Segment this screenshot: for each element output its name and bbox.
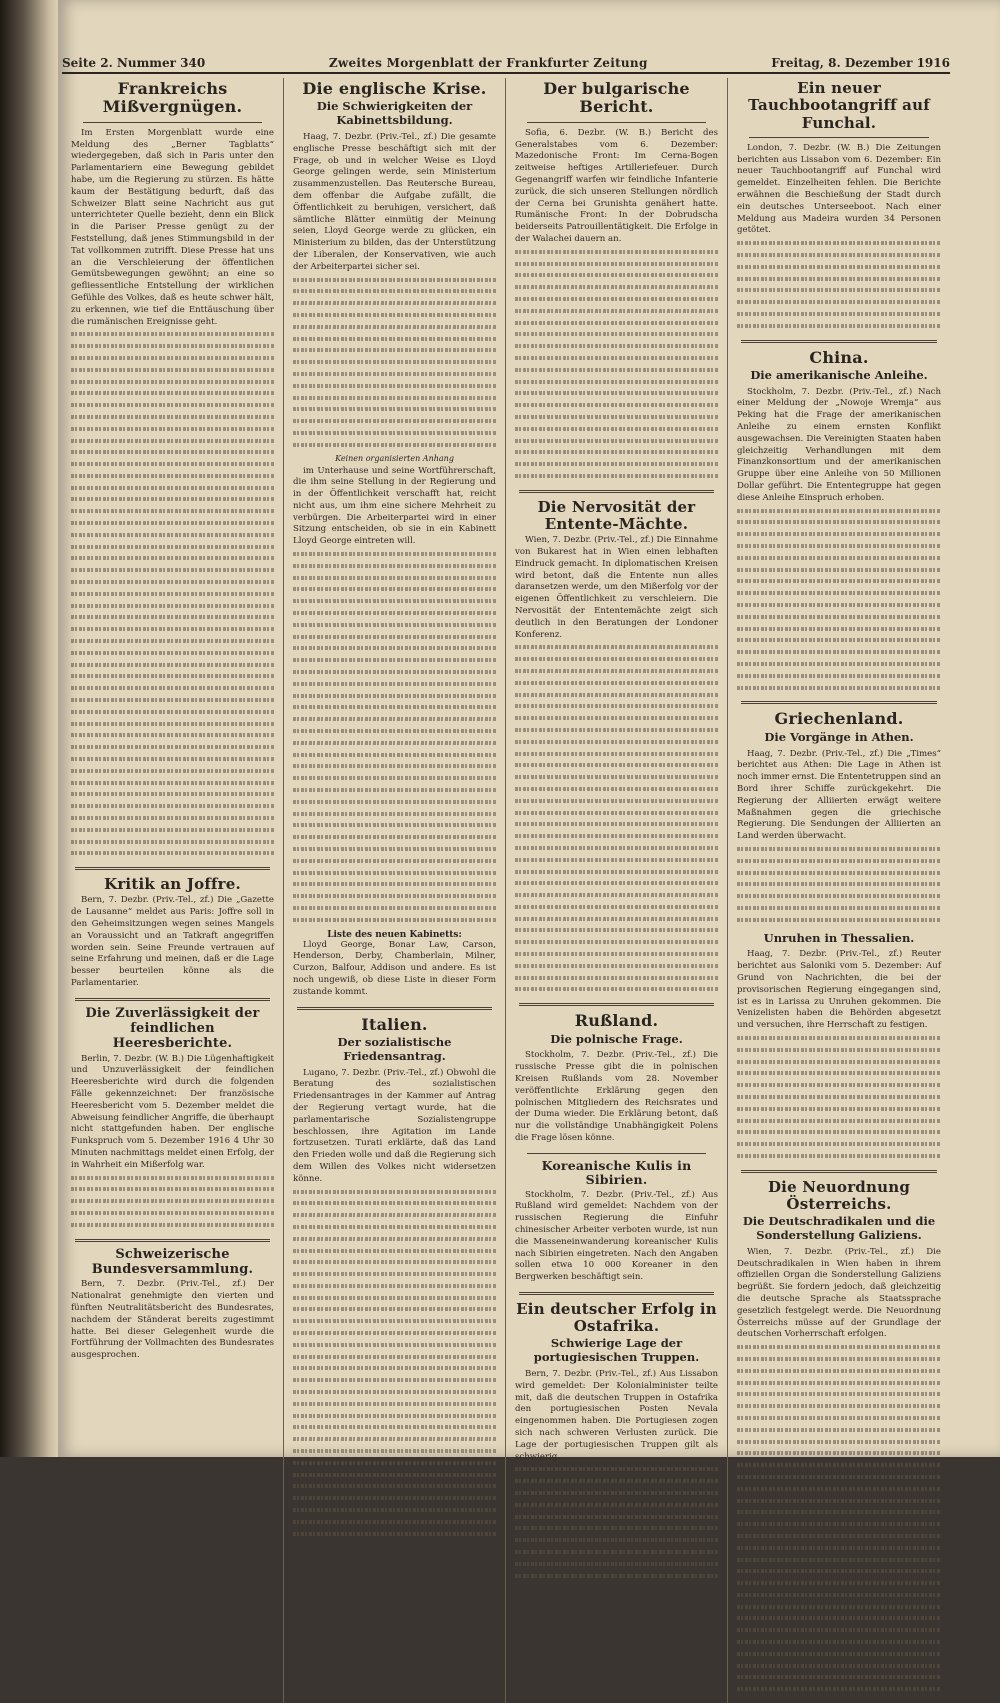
article-body: Haag, 7. Dezbr. (Priv.-Tel., zf.) Die „Times“ berichtet aus Athen: Die Lage in Athen ist noch immer ernst. Die Ententetruppen sind an Bord ihrer Schiffe zurückgekehrt. Die Regierung der Alliierten erwägt weitere Maßnahmen gegen die griechische Regierung. Die Sendungen der Alliierten an Land werden überwacht. bbox=[737, 748, 941, 842]
article-italien bbox=[293, 1016, 496, 1540]
headline: Koreanische Kulis in Sibirien. bbox=[541, 1157, 692, 1188]
article-body: Im Ersten Morgenblatt wurde eine Meldung des „Berner Tagblatts“ wiedergegeben, daß sich in Paris unter den Parlamentariern eine Bewegung gebildet habe, um die Regierung zu stürzen. Es hätte kaum der Bestätigung bedurft, daß das Schweizer Blatt seine Nachricht aus gut unterrichteter Quelle bezieht, denn ein Blick in die Pariser Presse genügt zu der Feststellung, daß jenes Stimmungsbild in der Tat vollkommen zutrifft. Diese Presse hat uns an die Verschleierung der öffentlichen Gemütsbewegungen gewöhnt; an eine so gefliessentliche Entstellung der wirklichen Gefühle des Volkes, daß es heute schwer hält, zu erkennen, wie tief die Enttäuschung über die rumänischen Ereignisse geht. bbox=[71, 127, 274, 327]
headline: Schweizerische Bundesversammlung. bbox=[91, 1246, 254, 1277]
cabinet-list: Lloyd George, Bonar Law, Carson, Henderson, Derby, Chamberlain, Milner, Curzon, Balfour, Addison und andere. Es ist noch ungewiß, ob diese Liste in dieser Form zustande kommt. bbox=[293, 939, 496, 997]
article-body: Wien, 7. Dezbr. (Priv.-Tel., zf.) Die Einnahme von Bukarest hat in Wien einen lebhaften Eindruck gemacht. In diplomatischen Kreisen wird betont, daß die Entente nun alles daransetzen werde, um den Mißerfolg vor der eigenen Öffentlichkeit zu verschleiern. Die Nervosität der Ententemächte zeigt sich deutlich in den Beratungen der Londoner Konferenz. bbox=[515, 535, 718, 640]
column-3 bbox=[506, 78, 728, 1703]
subheadline: Unruhen in Thessalien. bbox=[763, 930, 915, 945]
masthead-title: Zweites Morgenblatt der Frankfurter Zeitung bbox=[328, 56, 648, 70]
article-englische-krise bbox=[293, 80, 496, 999]
headline: Die englische Krise. bbox=[302, 79, 487, 98]
article-china bbox=[737, 349, 941, 694]
article-body: Stockholm, 7. Dezbr. (Priv.-Tel., zf.) Die russische Presse gibt die in polnischen Kreisen Rußlands vom 28. November veröffentlichte Erklärung gegen den polnischen Mitgliedern des Reichsrates und der Duma wieder. Die Erklärung betont, daß nur die vollständige Unabhängigkeit Polens die Frage lösen könne. bbox=[515, 1050, 718, 1144]
headline: Italien. bbox=[361, 1014, 428, 1034]
subheadline: Schwierige Lage der portugiesischen Truppen. bbox=[533, 1336, 700, 1365]
headline: Griechenland. bbox=[774, 709, 904, 729]
article-body: Bern, 7. Dezbr. (Priv.-Tel., zf.) Der Nationalrat genehmigte den vierten und fünften Neutralitätsbericht des Bundesrates, nachdem der Ständerat bereits zugestimmt hatte. Bei dieser Gelegenheit wurde die Fortführung der Vollmachten des Bundesrates ausgesprochen. bbox=[71, 1279, 274, 1361]
article-griechenland bbox=[737, 710, 941, 1161]
inline-subheading: Keinen organisierten Anhang bbox=[335, 453, 454, 463]
headline: Kritik an Joffre. bbox=[104, 875, 241, 894]
article-body: Sofia, 6. Dezbr. (W. B.) Bericht des Generalstabes vom 6. Dezember: Mazedonische Front: Im Cerna-Bogen zeitweise heftiges Artilleriefeuer. Durch Gegenangriff warfen wir feindliche Infanterie zurück, die sich unseren Stellungen nördlich der Cerna bei Grunishta genähert hatte. Rumänische Front: In der Dobrudscha beiderseits Patrouillentätigkeit. Die Erfolge in der Walachei dauern an. bbox=[515, 127, 718, 244]
masthead bbox=[62, 52, 950, 74]
masthead-page-number: Seite 2. Nummer 340 bbox=[62, 56, 206, 70]
article-body: Berlin, 7. Dezbr. (W. B.) Die Lügenhaftigkeit und Unzuverlässigkeit der feindlichen Heeresberichte wird durch die folgenden Fälle gekennzeichnet: Der französische Heeresbericht vom 5. Dezember meldet die Abweisung feindlicher Angriffe, die überhaupt nicht stattgefunden haben. Der englische Funkspruch vom 5. Dezember 1916 4 Uhr 30 Minuten nachmittags meldet einen Erfolg, der in Wahrheit ein Mißerfolg war. bbox=[71, 1053, 274, 1170]
article-body: Bern, 7. Dezbr. (Priv.-Tel., zf.) Aus Lissabon wird gemeldet: Der Kolonialminister teilte mit, daß die deutschen Truppen in Ostafrika den portugiesischen Posten Nevala eingenommen haben. Die Portugiesen zogen sich nach schweren Verlusten zurück. Die Lage der portugiesischen Truppen gilt als schwierig. bbox=[515, 1369, 718, 1462]
columns bbox=[62, 78, 950, 1462]
article-body: im Unterhause und seine Wortführerschaft, die ihm seine Stellung in der Regierung und in der Öffentlichkeit verschafft hat, reicht nicht aus, um ihm eine sichere Mehrheit zu verbürgen. Die Arbeiterpartei wird in einer Sitzung entscheiden, ob sie in ein Kabinett Lloyd George eintreten will. bbox=[293, 465, 496, 547]
headline: China. bbox=[809, 347, 869, 367]
article-body: Stockholm, 7. Dezbr. (Priv.-Tel., zf.) Aus Rußland wird gemeldet: Nachdem von der russischen Regierung die Einfuhr chinesischer Arbeiter verboten wurde, ist nun die Masseneinwanderung koreanischer Kulis nach Sibirien eingetreten. Nach den Angaben sollen etwa 10 000 Koreaner in den Bergwerken beschäftigt sein. bbox=[515, 1189, 718, 1283]
subheadline: Die Schwierigkeiten der Kabinettsbildung. bbox=[316, 99, 473, 128]
subheadline: Die polnische Frage. bbox=[550, 1031, 683, 1046]
article-russland bbox=[515, 1012, 718, 1145]
article-body: Haag, 7. Dezbr. (Priv.-Tel., zf.) Reuter berichtet aus Saloniki vom 5. Dezember: Auf Grund von Nachrichten, die bei der provisorischen Regierung eingegangen sind, ist es in Larissa zu Unruhen gekommen. Die Venizelisten haben die Behörden abgesetzt und versuchen, ihre Herrschaft zu festigen. bbox=[737, 949, 941, 1031]
article-body: Bern, 7. Dezbr. (Priv.-Tel., zf.) Die „Gazette de Lausanne“ meldet aus Paris: Joffre soll in den Geheimsitzungen wegen seines Mangels an Voraussicht und an Tatkraft angegriffen worden sein. Seine Freunde vertrauen auf seine Erfahrung und meinen, daß er die Lage besser beurteilen könne als die Parlamentarier. bbox=[71, 895, 274, 989]
article-body: Stockholm, 7. Dezbr. (Priv.-Tel., zf.) Nach einer Meldung der „Nowoje Wremja“ aus Peking hat die Frage der amerikanischen Anleihe zu einem ernsten Konflikt ausgewachsen. Die Vereinigten Staaten haben gleichzeitig Verhandlungen mit dem Finanzkonsortium und der amerikanischen Gruppe über eine Anleihe von 50 Millionen Dollar geführt. Die Ententegruppe hat gegen diese Anleihe Einspruch erhoben. bbox=[737, 386, 941, 503]
article-heeresberichte bbox=[71, 1007, 274, 1231]
headline: Die Neuordnung Österreichs. bbox=[767, 1177, 911, 1213]
headline: Ein neuer Tauchbootangriff auf Funchal. bbox=[748, 79, 930, 132]
subheadline: Die Vorgänge in Athen. bbox=[764, 729, 914, 744]
headline: Frankreichs Mißvergnügen. bbox=[102, 79, 243, 117]
subheadline: Die amerikanische Anleihe. bbox=[750, 367, 928, 382]
headline: Rußland. bbox=[574, 1011, 659, 1031]
article-frankreich bbox=[71, 80, 274, 859]
column-2 bbox=[284, 78, 506, 1703]
article-bulgarischer-bericht bbox=[515, 80, 718, 482]
article-body: Haag, 7. Dezbr. (Priv.-Tel., zf.) Die gesamte englische Presse beschäftigt sich mit der Frage, ob und in welcher Weise es Lloyd George gelingen werde, sein Ministerium zusammenzustellen. Das Reutersche Bureau, dem offenbar die Aufgabe zufällt, die Öffentlichkeit zu beruhigen, versichert, daß sämtliche Blätter einmütig der Meinung seien, Lloyd George werde zu glücken, ein Ministerium zu bilden, das der Unterstützung der Liberalen, der Konservativen, wie auch der Arbeiterpartei sicher sei. bbox=[293, 131, 496, 272]
column-1 bbox=[62, 78, 284, 1703]
article-koreanische-kulis bbox=[515, 1159, 718, 1284]
headline: Ein deutscher Erfolg in Ostafrika. bbox=[516, 1299, 717, 1336]
article-funchal bbox=[737, 80, 941, 332]
masthead-date: Freitag, 8. Dezember 1916 bbox=[771, 56, 950, 70]
article-bundesversammlung bbox=[71, 1248, 274, 1362]
subheadline: Die Deutschradikalen und die Sonderstellung Galiziens. bbox=[742, 1214, 936, 1242]
subheadline: Der sozialistische Friedensantrag. bbox=[337, 1034, 452, 1063]
column-4 bbox=[728, 78, 950, 1703]
headline: Die Zuverlässigkeit der feindlichen Heeresberichte. bbox=[85, 1005, 260, 1051]
article-body: Wien, 7. Dezbr. (Priv.-Tel., zf.) Die Deutschradikalen in Wien haben in ihrem offiziellen Organ die Sonderstellung Galiziens begrüßt. Sie fordern jedoch, daß gleichzeitig die deutsche Sprache als Staatssprache gesetzlich festgelegt werde. Die Neuordnung Österreichs müsse auf der Grundlage der deutschen Vorherrschaft erfolgen. bbox=[737, 1246, 941, 1340]
article-ostafrika bbox=[515, 1301, 718, 1581]
article-oesterreich bbox=[737, 1179, 941, 1695]
article-joffre bbox=[71, 876, 274, 990]
headline: Die Nervosität der Entente-Mächte. bbox=[537, 497, 696, 533]
book-binding bbox=[0, 0, 58, 1457]
headline: Der bulgarische Bericht. bbox=[543, 79, 690, 117]
cabinet-list-title: Liste des neuen Kabinetts: bbox=[327, 929, 462, 940]
article-body: London, 7. Dezbr. (W. B.) Die Zeitungen berichten aus Lissabon vom 6. Dezember: Ein neuer Tauchbootangriff auf Funchal wird gemeldet. Einzelheiten fehlen. Die Berichte erwähnen die Beschießung der Stadt durch ein deutsches Unterseeboot. Nach einer Meldung aus Madeira wurden 34 Personen getötet. bbox=[737, 142, 941, 236]
article-nervositaet bbox=[515, 499, 718, 996]
article-body: Lugano, 7. Dezbr. (Priv.-Tel., zf.) Obwohl die Beratung des sozialistischen Friedensantrages in der Kammer auf Antrag der Regierung vertagt wurde, hat die parlamentarische Sozialistengruppe beschlossen, ihre Agitation im Lande fortzusetzen. Turati erklärte, daß das Land den Frieden wolle und daß die Regierung sich dem Willen des Volkes nicht widersetzen könne. bbox=[293, 1067, 496, 1184]
